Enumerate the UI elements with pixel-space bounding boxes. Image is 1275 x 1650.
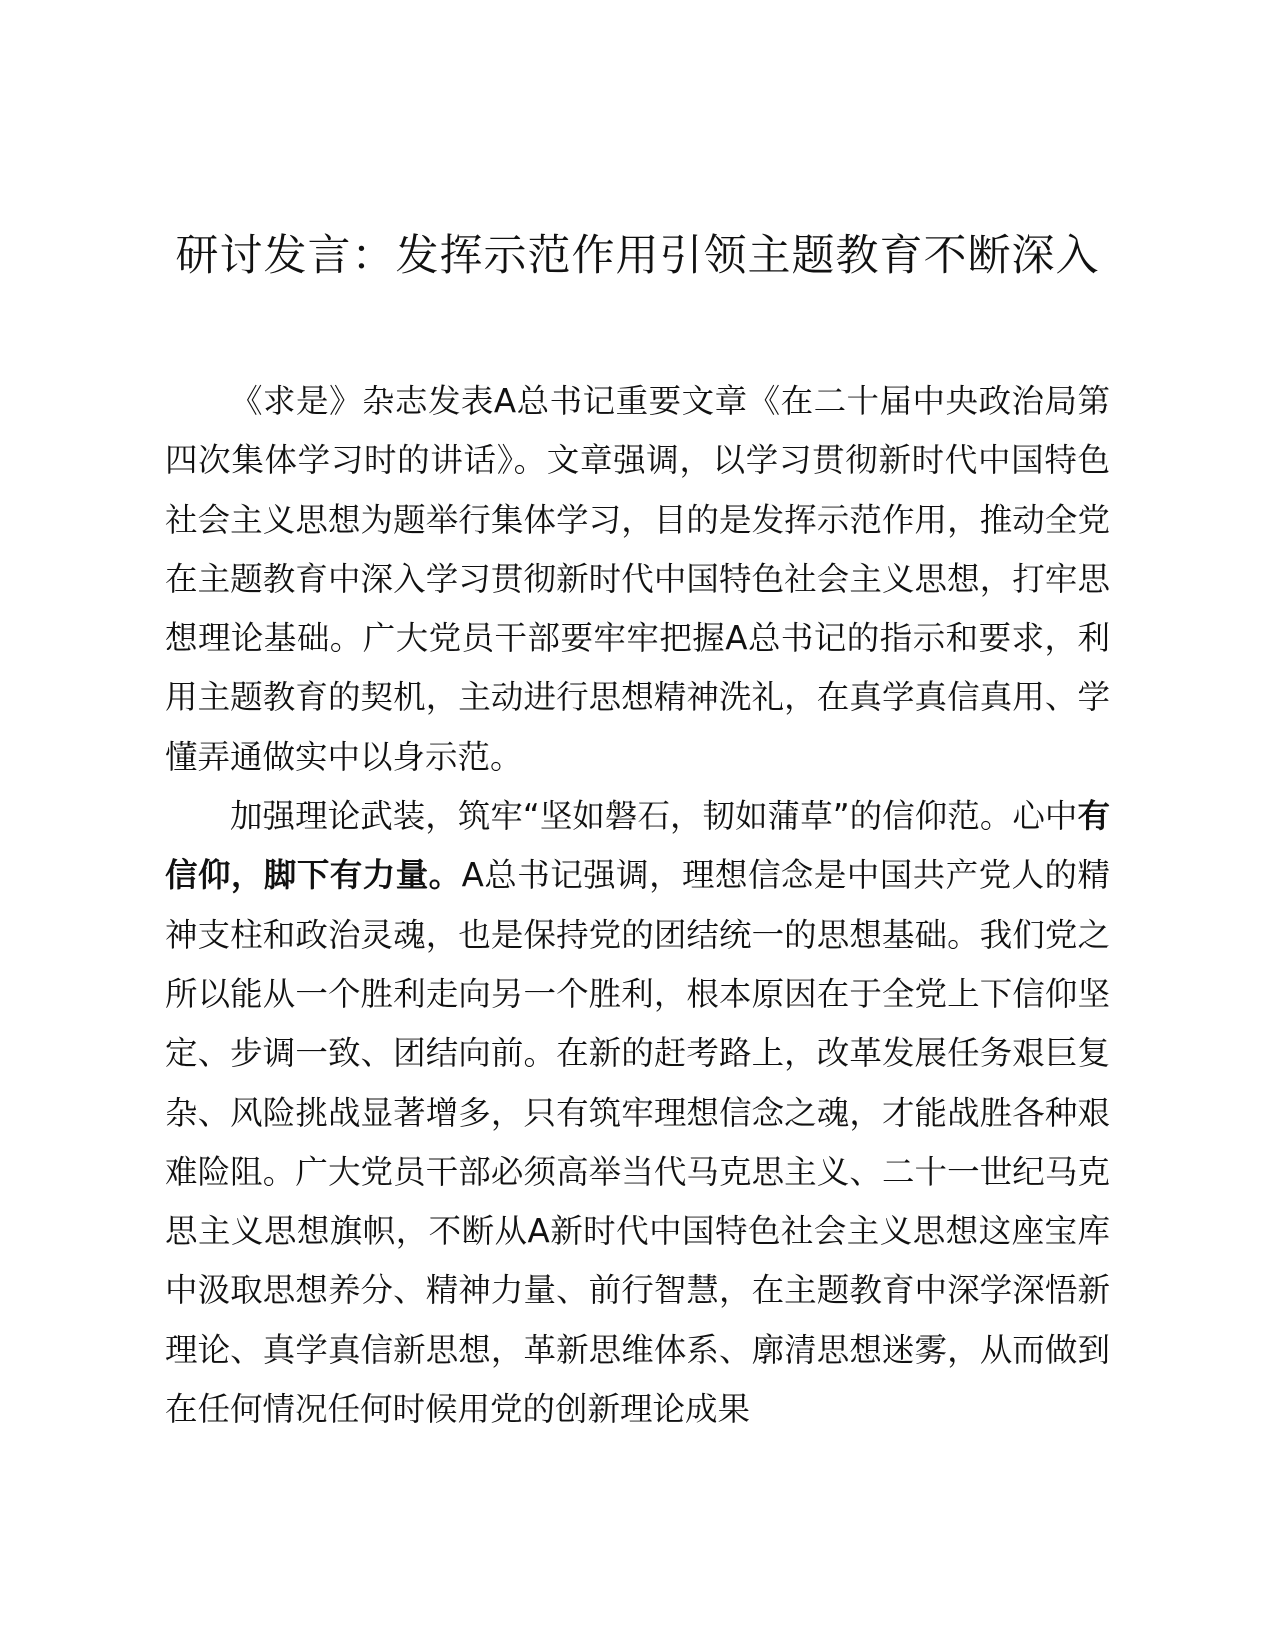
paragraph-2 xyxy=(165,787,1110,1439)
paragraph-2-emphasis: 有信仰，脚下有力量。 xyxy=(165,797,1110,895)
document-body xyxy=(165,372,1110,1439)
paragraph-1 xyxy=(165,372,1110,787)
document-title: 研讨发言：发挥示范作用引领主题教育不断深入 xyxy=(175,231,1100,281)
paragraph-2-text: A总书记强调，理想信念是中国共产党人的精神支柱和政治灵魂，也是保持党的团结统一的思想基础。我们党之所以能从一个胜利走向另一个胜利，根本原因在于全党上下信仰坚定、步调一致、团结向前。在新的赶考路上，改革发展任务艰巨复杂、风险挑战显著增多，只有筑牢理想信念之魂，才能战胜各种艰难险阻。广大党员干部必须高举当代马克思主义、二十一世纪马克思主义思想旗帜，不断从A新时代中国特色社会主义思想这座宝库中汲取思想养分、精神力量、前行智慧，在主题教育中深学深悟新理论、真学真信新思想，革新思维体系、廓清思想迷雾，从而做到在任何情况任何时候用党的创新理论成果 xyxy=(165,856,1110,1429)
paragraph-2-lead: 加强理论武装，筑牢“坚如磐石，韧如蒲草”的信仰范。心中 xyxy=(230,797,1078,836)
paragraph-1-text: 《求是》杂志发表A总书记重要文章《在二十届中央政治局第四次集体学习时的讲话》。文章强调，以学习贯彻新时代中国特色社会主义思想为题举行集体学习，目的是发挥示范作用，推动全党在主题教育中深入学习贯彻新时代中国特色社会主义思想，打牢思想理论基础。广大党员干部要牢牢把握A总书记的指示和要求，利用主题教育的契机，主动进行思想精神洗礼，在真学真信真用、学懂弄通做实中以身示范。 xyxy=(165,382,1110,776)
